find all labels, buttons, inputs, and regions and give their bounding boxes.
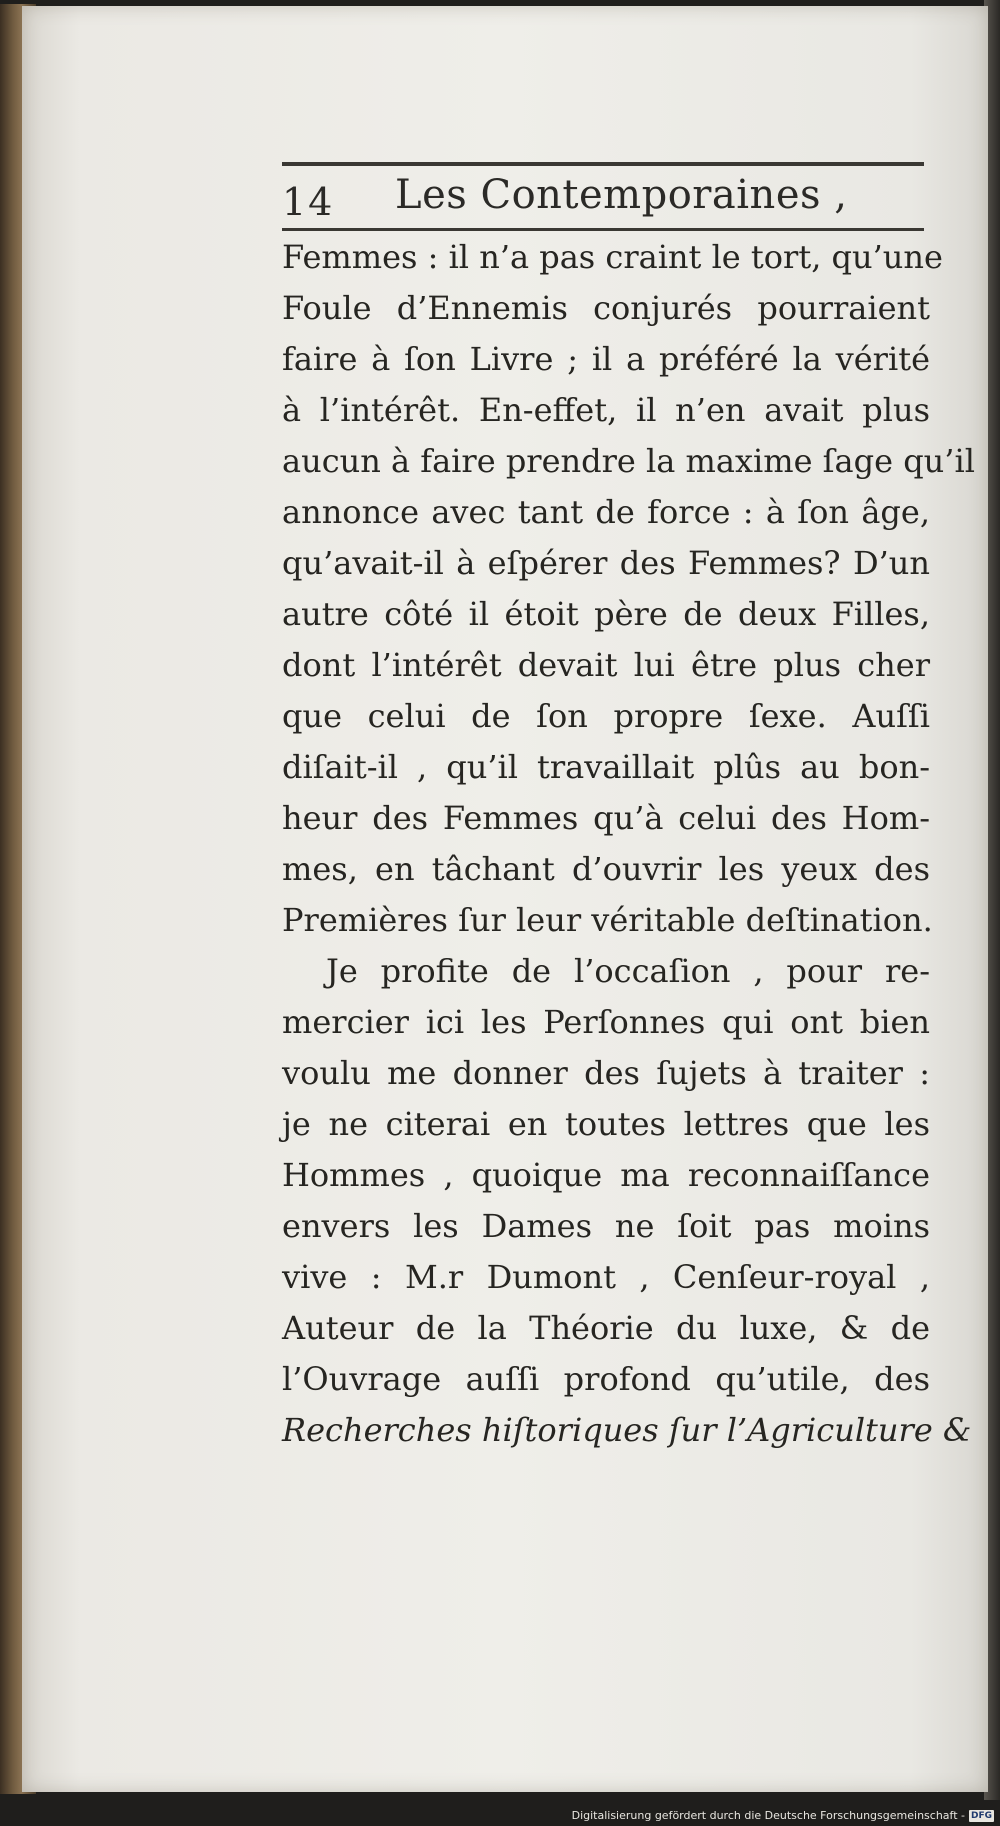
text-line: Hommes , quoique ma reconnaiſſance	[282, 1156, 930, 1194]
body-text	[282, 232, 975, 1456]
text-line: dont l’intérêt devait lui être plus cher	[282, 646, 930, 684]
text-line: Premières ſur leur véritable deſtination.	[282, 901, 933, 939]
text-line: autre côté il étoit père de deux Filles,	[282, 595, 930, 633]
text-line: diſait-il , qu’il travaillait plûs au bon-	[282, 748, 930, 786]
text-line: à l’intérêt. En-effet, il n’en avait plus	[282, 391, 930, 429]
running-title: Les Contemporaines ,	[395, 172, 848, 218]
page-number: 14	[282, 180, 335, 224]
text-line: faire à ſon Livre ; il a préféré la vérité	[282, 340, 930, 378]
text-line: Foule d’Ennemis conjurés pourraient	[282, 289, 930, 327]
text-line: Femmes : il n’a pas craint le tort, qu’une	[282, 238, 943, 276]
text-line: mercier ici les Perſonnes qui ont bien	[282, 1003, 930, 1041]
credit-text: Digitalisierung gefördert durch die Deutsche Forschungsgemeinschaft -	[571, 1809, 965, 1822]
text-line: envers les Dames ne ſoit pas moins	[282, 1207, 930, 1245]
text-line: mes, en tâchant d’ouvrir les yeux des	[282, 850, 930, 888]
text-line: aucun à faire prendre la maxime ſage qu’il	[282, 442, 975, 480]
text-line: que celui de ſon propre ſexe. Auſſi	[282, 697, 930, 735]
text-line: je ne citerai en toutes lettres que les	[282, 1105, 930, 1143]
text-line: Recherches hiſtoriques ſur l’Agriculture &	[282, 1411, 972, 1449]
text-line: qu’avait-il à eſpérer des Femmes? D’un	[282, 544, 930, 582]
digitization-credit	[572, 1809, 994, 1822]
header-rule-bottom	[282, 228, 924, 231]
header-rule-top	[282, 162, 924, 166]
dfg-logo: DFG	[970, 1810, 992, 1821]
text-line: voulu me donner des ſujets à traiter :	[282, 1054, 930, 1092]
text-line: l’Ouvrage auſſi profond qu’utile, des	[282, 1360, 930, 1398]
text-line: vive : M.r Dumont , Cenſeur-royal ,	[282, 1258, 930, 1296]
text-line: heur des Femmes qu’à celui des Hom-	[282, 799, 930, 837]
text-line: Auteur de la Théorie du luxe, & de	[282, 1309, 930, 1347]
text-line: annonce avec tant de force : à ſon âge,	[282, 493, 930, 531]
text-line: Je profite de l’occaſion , pour re-	[326, 952, 930, 990]
